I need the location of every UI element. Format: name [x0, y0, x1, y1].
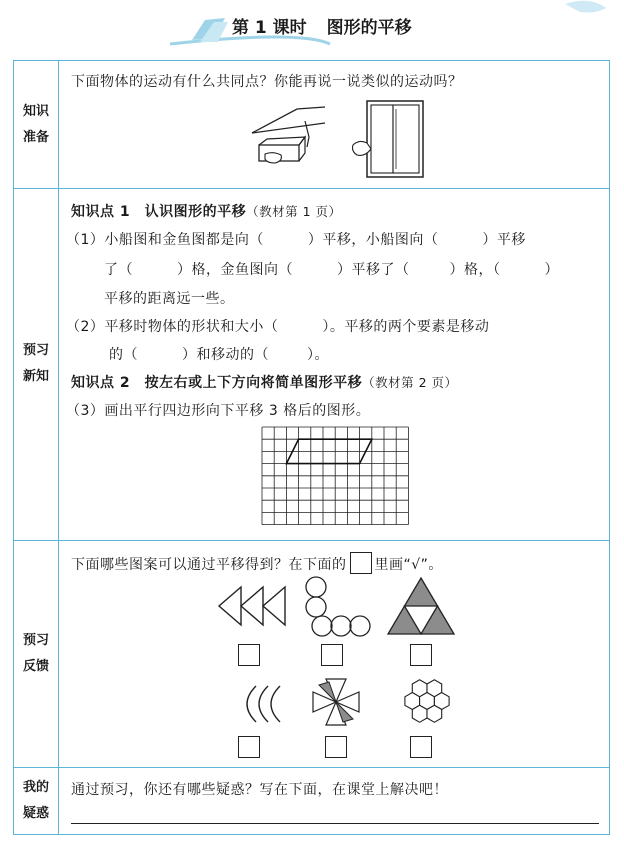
label-line: 疑惑: [22, 805, 49, 821]
text-segment: 了（: [104, 262, 133, 278]
hexagon-cell: [412, 705, 427, 722]
label-line: 新知: [22, 369, 49, 384]
row-divider: [14, 540, 609, 541]
question-1-line-3: 平移的距离远一些。: [104, 291, 235, 307]
kp2-textbook-ref: （教材第 2 页）: [362, 375, 458, 390]
knowledge-point-2: [71, 372, 458, 392]
crescents-pattern: [236, 684, 286, 724]
question-3: （3）画出平行四边形向下平移 3 格后的图形。: [66, 403, 371, 419]
drawing-grid[interactable]: [262, 427, 412, 527]
question-2-line-2: [109, 344, 329, 364]
text-segment: ）格，金鱼图向（: [177, 262, 293, 278]
answer-checkbox-3[interactable]: [410, 644, 432, 666]
answer-checkbox-4[interactable]: [238, 736, 260, 758]
text-segment: （1）小船图和金鱼图都是向（: [66, 232, 264, 248]
row-divider: [14, 767, 609, 768]
triangles-pattern: [217, 585, 287, 627]
label-line: 我的: [22, 779, 49, 795]
label-line: 预习: [22, 632, 49, 648]
answer-line[interactable]: [71, 823, 599, 824]
label-line: 知识: [22, 103, 49, 119]
hexagon-pattern: [397, 675, 457, 727]
kp1-title: 知识点 1 认识图形的平移: [71, 204, 247, 220]
section-label-prep: [14, 61, 59, 188]
answer-checkbox-2[interactable]: [321, 644, 343, 666]
text-segment: ）: [544, 262, 559, 278]
row-divider: [14, 188, 609, 189]
page-header: [0, 0, 624, 58]
doubts-prompt: 通过预习，你还有哪些疑惑？写在下面，在课堂上解决吧！: [71, 782, 448, 798]
text-segment: ）。: [307, 347, 329, 363]
text-segment: ）平移，小船图向（: [307, 232, 439, 248]
section-label-preview: [14, 188, 59, 540]
knowledge-point-1: [71, 201, 342, 221]
answer-checkbox-5[interactable]: [325, 736, 347, 758]
text-segment: ）。平移的两个要素是移动: [322, 319, 490, 335]
checkbox-sample-icon: [350, 552, 372, 574]
triforce-pattern: [386, 576, 456, 636]
prep-question: 下面物体的运动有什么共同点？你能再说一说类似的运动吗？: [71, 74, 463, 90]
answer-checkbox-6[interactable]: [410, 736, 432, 758]
kp2-title: 知识点 2 按左右或上下方向将简单图形平移: [71, 375, 363, 391]
circles-pattern: [298, 575, 368, 637]
worksheet: [13, 60, 610, 835]
label-line: 反馈: [22, 658, 49, 674]
section-label-doubts: [14, 767, 59, 834]
label-line: 准备: [22, 129, 49, 145]
section-label-feedback: [14, 540, 59, 767]
text-segment: （2）平移时物体的形状和大小（: [66, 319, 279, 335]
answer-checkbox-1[interactable]: [238, 644, 260, 666]
text-segment: ）格，（: [449, 262, 501, 278]
pinwheel-pattern: [311, 677, 361, 727]
kp1-textbook-ref: （教材第 1 页）: [246, 204, 342, 219]
label-line: 预习: [22, 343, 49, 358]
feedback-question: [71, 552, 443, 574]
text-segment: 下面哪些图案可以通过平移得到？在下面的: [71, 557, 347, 573]
sliding-window-illustration: [349, 99, 429, 179]
text-segment: ）平移: [482, 232, 526, 248]
text-segment: ）平移了（: [337, 262, 410, 278]
lesson-topic: 图形的平移: [326, 18, 412, 38]
drawer-illustration: [247, 99, 327, 174]
question-1-line-1: [66, 229, 526, 249]
question-1-line-2: [104, 259, 559, 279]
lesson-title: [232, 13, 412, 38]
text-segment: ）和移动的（: [182, 347, 269, 363]
text-segment: 的（: [109, 347, 138, 363]
lesson-number: 第 1 课时: [232, 18, 307, 38]
question-2-line-1: [66, 316, 489, 336]
hexagon-cell: [427, 705, 442, 722]
text-segment: 里画“√”。: [374, 557, 443, 573]
